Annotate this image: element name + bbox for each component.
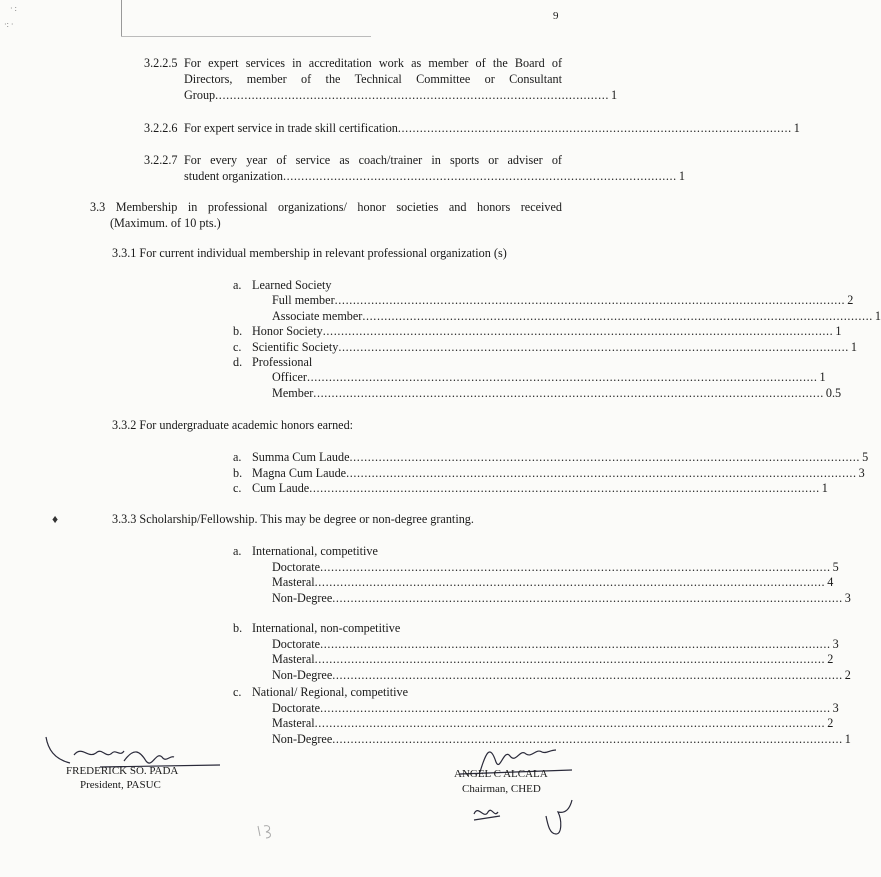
entry-label: Scientific Society — [252, 339, 339, 354]
leader-row — [272, 559, 839, 575]
entry-points: 2 — [844, 667, 851, 682]
entry-points: 2 — [827, 652, 834, 666]
initials-scribble — [470, 796, 580, 844]
entry-label: Non-Degree — [272, 731, 333, 746]
group-title: National/ Regional, competitive — [252, 685, 409, 699]
leader-row — [272, 370, 826, 385]
dot-leader: ............................................................................................................................................ — [314, 575, 826, 589]
list-marker: b. — [233, 621, 243, 635]
leader-row — [252, 355, 486, 370]
list-marker: b. — [233, 324, 243, 339]
entry-label: Honor Society — [252, 324, 323, 339]
dot-leader: ............................................................................................................................................ — [314, 652, 826, 666]
dot-leader: ............................................................................................................................................ — [334, 293, 846, 308]
signatory-right-name: ANGEL C ALCALA — [454, 768, 548, 780]
margin-line — [121, 0, 122, 36]
leader-row — [252, 685, 486, 700]
entry-points: 1 — [850, 339, 857, 354]
leader-row — [272, 700, 839, 716]
dot-leader: ............................................................................................................................................ — [346, 465, 857, 480]
leader-row — [272, 293, 854, 308]
entry-label: Cum Laude — [252, 481, 310, 495]
subsection-heading: 3.3.1 For current individual membership in relevant professional organization (s) — [112, 246, 507, 260]
leader-row — [252, 339, 857, 355]
entry-points: 1 — [874, 308, 881, 323]
entry-points: 3 — [832, 700, 839, 715]
entry-points: 2 — [847, 293, 854, 308]
dot-leader: ............................................................................................................................................ — [313, 385, 824, 400]
scan-mark — [254, 822, 278, 838]
entry-points: 1 — [821, 481, 828, 495]
leader-row — [252, 465, 865, 481]
dot-leader: ............................................................................................................................................ — [320, 559, 831, 574]
group-title: International, non-competitive — [252, 621, 401, 635]
item-leader-row — [184, 88, 618, 103]
entry-label: Doctorate — [272, 636, 321, 651]
item-points: 1 — [678, 169, 685, 183]
entry-label: Professional — [252, 355, 313, 369]
section-heading: 3.3 Membership in professional organizations/ honor societies and honors received — [90, 200, 562, 214]
leader-row — [272, 716, 834, 731]
item-code: 3.2.2.5 — [144, 56, 178, 70]
entry-label: Member — [272, 385, 314, 400]
entry-label: Officer — [272, 370, 307, 385]
entry-label: Masteral — [272, 716, 315, 730]
item-code: 3.2.2.6 — [144, 121, 178, 135]
leader-row — [252, 278, 486, 293]
entry-label: Non-Degree — [272, 667, 333, 682]
entry-points: 5 — [832, 559, 839, 574]
entry-label: Non-Degree — [272, 590, 333, 605]
leader-row — [252, 621, 486, 636]
page-number: 9 — [553, 10, 559, 22]
entry-points: 1 — [844, 731, 851, 746]
entry-label: Masteral — [272, 652, 315, 666]
leader-row — [272, 636, 839, 652]
leader-row — [272, 667, 851, 683]
leader-row — [272, 385, 842, 401]
entry-label: Full member — [272, 293, 335, 308]
entry-points: 3 — [832, 636, 839, 651]
dot-leader: ............................................................................................................................................ — [362, 308, 873, 323]
item-points: 1 — [793, 121, 800, 135]
dot-leader: ............................................................................................................................................ — [306, 370, 818, 385]
list-marker: b. — [233, 465, 243, 480]
scan-speck: ·: · — [4, 20, 14, 29]
dot-leader: ............................................................................................................................................ — [332, 667, 843, 682]
item-code: 3.2.2.7 — [144, 153, 178, 167]
dot-leader: ............................................................................................................ — [397, 121, 792, 135]
item-text-line: student organization — [184, 169, 283, 183]
list-marker: c. — [233, 339, 242, 354]
entry-label: Associate member — [272, 308, 363, 323]
list-marker: d. — [233, 355, 243, 369]
item-leader-row — [184, 121, 800, 136]
subsection-heading: 3.3.2 For undergraduate academic honors earned: — [112, 418, 354, 432]
scan-speck: · : — [10, 4, 17, 13]
leader-row — [272, 575, 834, 590]
dot-leader: ............................................................................................................................................ — [332, 590, 843, 605]
dot-leader: ............................................................................................................................................ — [332, 731, 843, 746]
entry-points: 0.5 — [825, 385, 842, 400]
section-heading-note: (Maximum. of 10 pts.) — [110, 216, 221, 230]
entry-points: 5 — [862, 450, 869, 464]
leader-row — [252, 450, 869, 465]
leader-row — [252, 324, 842, 339]
entry-points: 1 — [835, 324, 842, 339]
entry-label: Doctorate — [272, 700, 321, 715]
entry-label: Learned Society — [252, 278, 332, 292]
item-text-line: For expert service in trade skill certification — [184, 121, 398, 135]
subsection-heading: 3.3.3 Scholarship/Fellowship. This may be degree or non-degree granting. — [112, 512, 474, 526]
leader-row — [252, 544, 486, 559]
entry-label: Masteral — [272, 575, 315, 589]
item-text-line: For every year of service as coach/trainer in sports or adviser of — [184, 153, 562, 167]
entry-points: 4 — [827, 575, 834, 589]
dot-leader: ............................................................................................................................................ — [314, 716, 826, 730]
list-marker: a. — [233, 278, 242, 292]
group-title: International, competitive — [252, 544, 378, 558]
scan-speck: ♦ — [52, 512, 59, 526]
leader-row — [272, 308, 881, 324]
entry-points: 3 — [844, 590, 851, 605]
signatory-left-name: FREDERICK SO. PADA — [66, 765, 179, 777]
entry-label: Summa Cum Laude — [252, 450, 350, 464]
dot-leader: ............................................................................................................................................ — [320, 700, 831, 715]
item-text-line: Group — [184, 88, 216, 102]
entry-points: 1 — [819, 370, 826, 385]
dot-leader: ............................................................................................................................................ — [349, 450, 861, 464]
item-text-line: For expert services in accreditation work as member of the Board of — [184, 56, 562, 70]
dot-leader: ............................................................................................................................................ — [322, 324, 834, 339]
leader-row — [252, 481, 828, 496]
signatory-left-title: President, PASUC — [80, 779, 161, 791]
entry-label: Doctorate — [272, 559, 321, 574]
dot-leader: ............................................................................................................................................ — [320, 636, 831, 651]
item-leader-row — [184, 169, 685, 184]
item-text-line: Directors, member of the Technical Committee or Consultant — [184, 72, 562, 86]
signatory-right-title: Chairman, CHED — [462, 783, 541, 795]
dot-leader: ............................................................................................................................................ — [309, 481, 820, 495]
leader-row — [272, 652, 834, 667]
list-marker: a. — [233, 450, 242, 464]
dot-leader: ............................................................................................................ — [215, 88, 610, 102]
entry-points: 2 — [827, 716, 834, 730]
header-rule — [121, 36, 371, 37]
leader-row — [272, 590, 851, 606]
list-marker: c. — [233, 481, 242, 495]
dot-leader: ............................................................................................................................................ — [338, 339, 849, 354]
entry-label: Magna Cum Laude — [252, 465, 347, 480]
item-points: 1 — [611, 88, 618, 102]
entry-points: 3 — [858, 465, 865, 480]
list-marker: c. — [233, 685, 242, 699]
dot-leader: ............................................................................................................ — [282, 169, 677, 183]
list-marker: a. — [233, 544, 242, 558]
